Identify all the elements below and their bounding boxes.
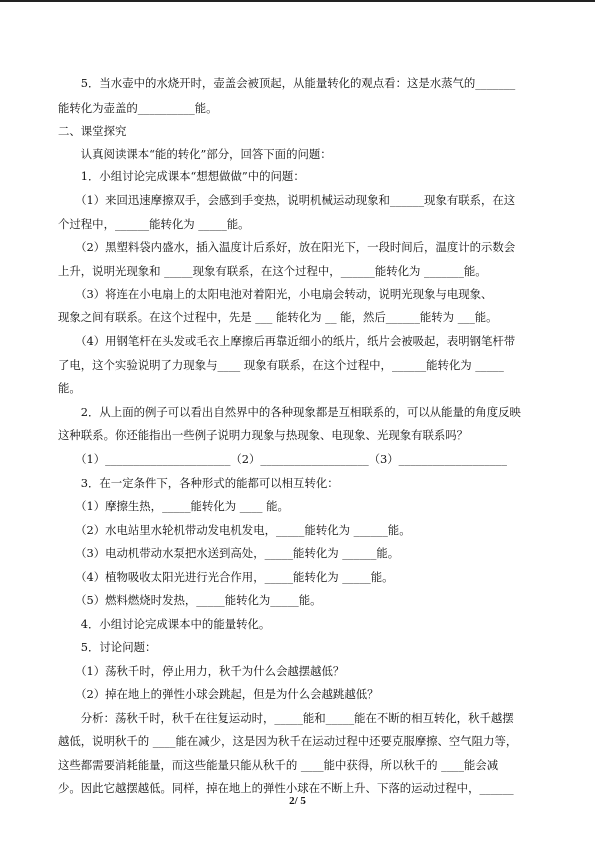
text-line: 能。 [58,381,81,395]
text-line: 5．讨论问题： [58,640,157,654]
text-line: 少。因此它越摆越低。同样，掉在地上的弹性小球在不断上升、下落的运动过程中，______ [58,781,514,795]
text-line: （3）将连在小电扇上的太阳电池对着阳光，小电扇会转动，说明光现象与电现象、 [58,287,493,301]
text-line: （3）电动机带动水泵把水送到高处，_____能转化为 ______能。 [58,546,400,560]
text-line: 分析：荡秋千时，秋千在往复运动时，_____能和_____能在不断的相互转化，秋千越摆 [58,711,514,725]
text-line: 1．小组讨论完成课本“想想做做”中的问题： [58,169,305,183]
text-line: 这些都需要消耗能量，而这些能量只能从秋千的 ____能中获得，所以秋千的 ____能会减 [58,758,499,772]
text-line: 越低，说明秋千的 ____能在减少，这是因为秋千在运动过程中还要克服摩擦、空气阻力等， [58,734,518,748]
text-line: 上升，说明光现象和 _____现象有联系，在这个过程中，______能转化为 _______能。 [58,264,487,278]
text-line: 5．当水壶中的水烧开时，壶盖会被顶起，从能量转化的观点看：这是水蒸气的_______ [58,76,516,90]
text-line: （4）用钢笔杆在头发或毛衣上摩擦后再靠近细小的纸片，纸片会被吸起，表明钢笔杆带 [58,334,516,348]
text-line: （2）掉在地上的弹性小球会跳起，但是为什么会越跳越低？ [58,687,379,701]
text-line: 个过程中，______能转化为 _____能。 [58,217,250,231]
text-line: 这种联系。你还能指出一些例子说明力现象与热现象、电现象、光现象有联系吗？ [58,428,469,442]
text-line: 现象之间有联系。在这个过程中，先是 ___ 能转化为 __ 能，然后______能转为 ___能。 [58,310,498,324]
text-line: （5）燃料燃烧时发热，_____能转化为_____能。 [58,593,322,607]
header-rule [0,0,595,2]
text-line: 3．在一定条件下，各种形式的能都可以相互转化： [58,476,339,490]
text-line: 了电，这个实验说明了力现象与____ 现象有联系，在这个过程中，______能转化为 _____ [58,358,504,372]
text-line: （1）荡秋千时，停止用力，秋千为什么会越摆越低？ [58,664,345,678]
text-line: 4．小组讨论完成课本中的能量转化。 [58,617,271,631]
page-number: 2/ 5 [289,795,306,807]
text-line: 二、课堂探究 [58,124,127,138]
text-line: 2．从上面的例子可以看出自然界中的各种现象都是互相联系的，可以从能量的角度反映 [58,405,521,419]
text-line: 认真阅读课本“能的转化”部分，回答下面的问题： [58,147,332,161]
text-line: （1）______________________（2）___________________（3）___________________ [58,452,507,466]
text-line: （1）来回迅速摩擦双手，会感到手变热，说明机械运动现象和______现象有联系，在这 [58,193,516,207]
text-line: 能转化为壶盖的__________能。 [58,101,218,115]
text-line: （2）水电站里水轮机带动发电机发电，_____能转化为 ______能。 [58,523,411,537]
text-line: （2）黑塑料袋内盛水，插入温度计后系好，放在阳光下，一段时间后，温度计的示数会 [58,240,516,254]
text-line: （1）摩擦生热，_____能转化为 ____ 能。 [58,499,289,513]
text-line: （4）植物吸收太阳光进行光合作用，_____能转化为 _____能。 [58,570,394,584]
